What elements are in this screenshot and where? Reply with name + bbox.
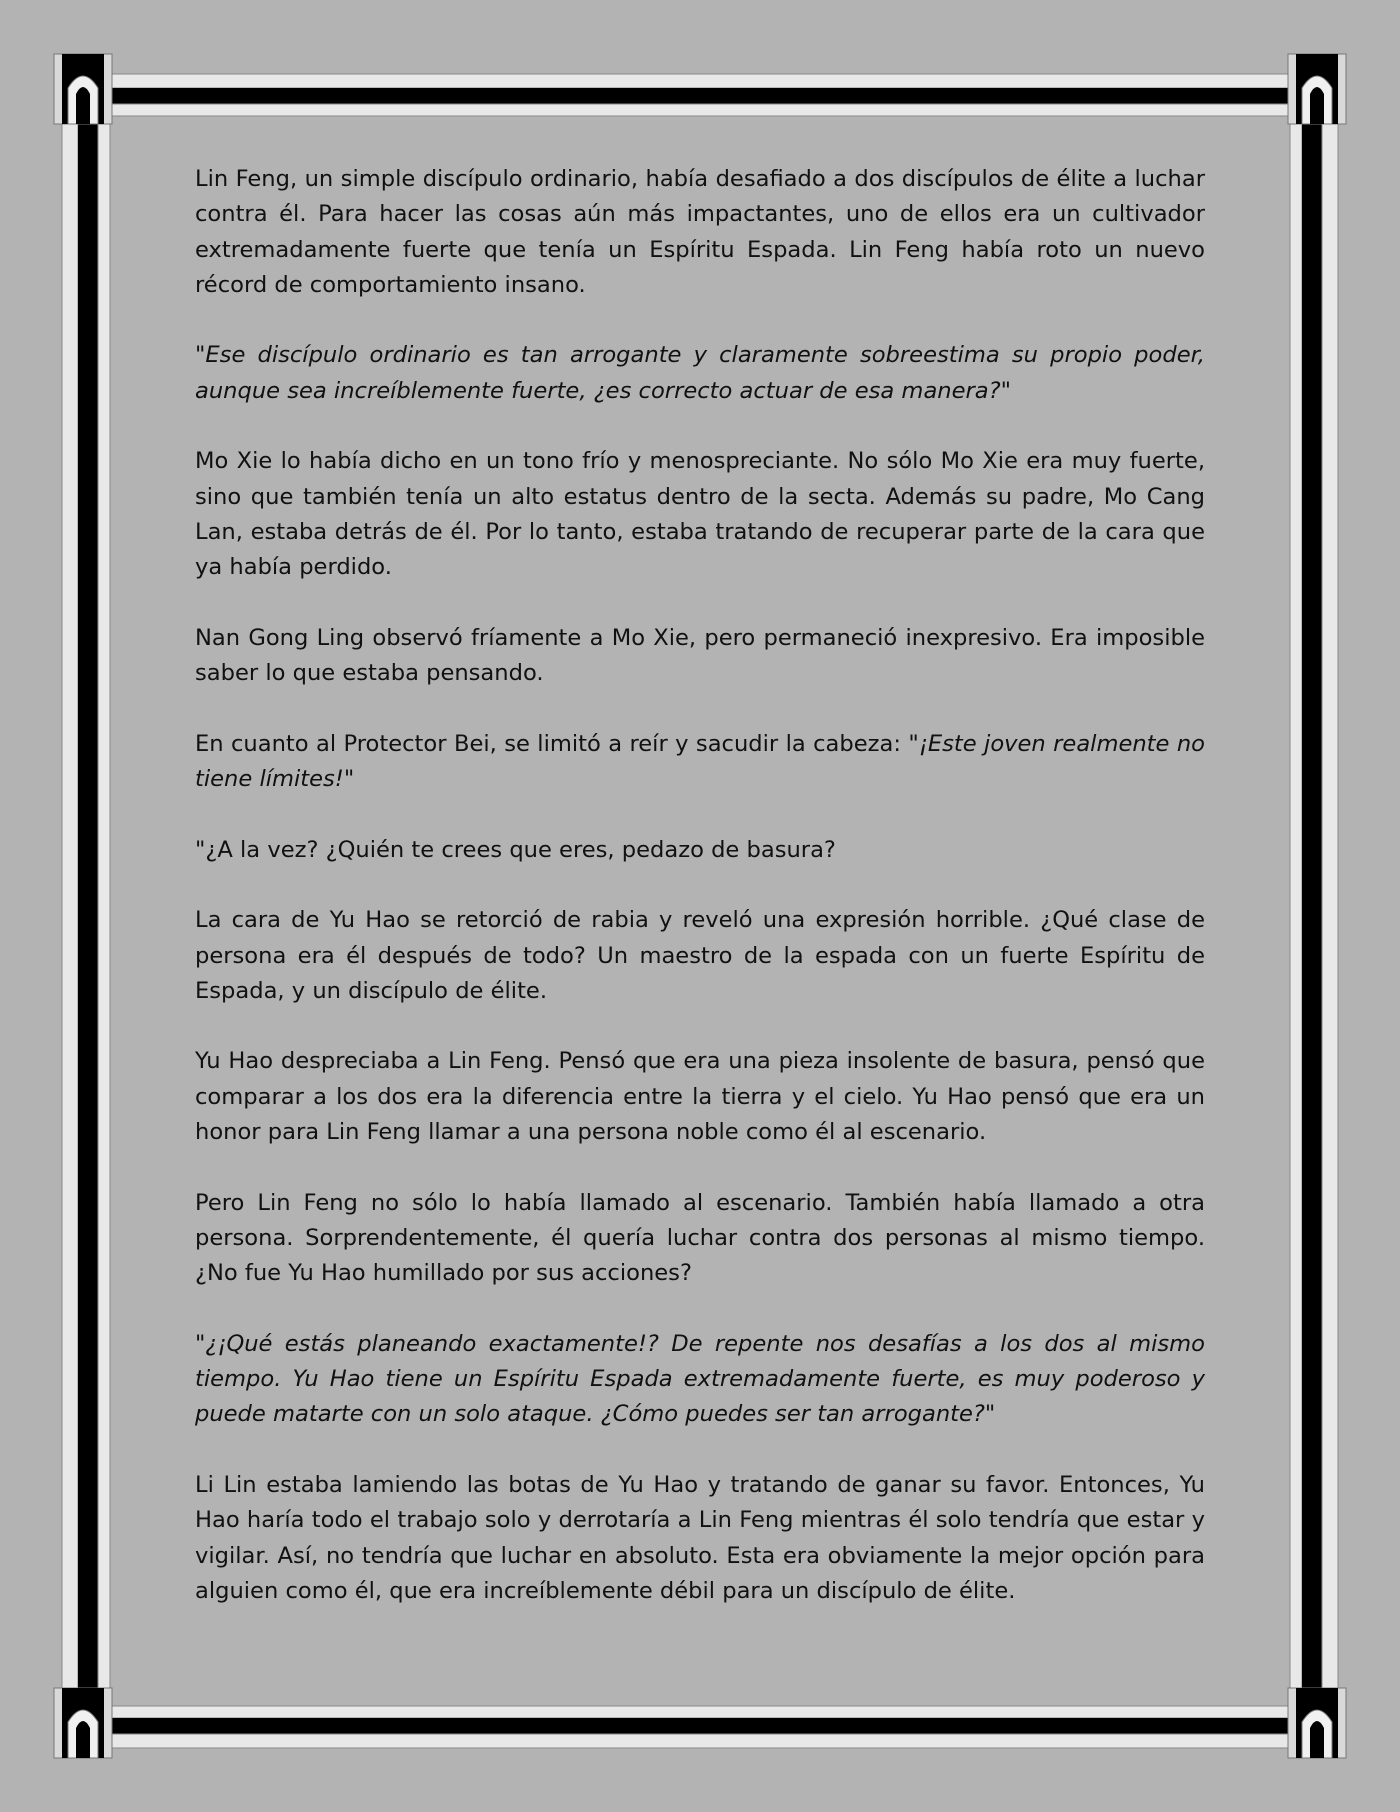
left-border-band [62,118,110,1698]
paragraph-5-narration: En cuanto al Protector Bei, se limitó a reír y sacudir la cabeza: [195,730,909,757]
paragraph-2: "Ese discípulo ordinario es tan arrogante y claramente sobreestima su propio poder, aunque sea increíblemente fuerte, ¿es correcto actuar de esa manera?" [195,342,1205,404]
corner-ornament-bottom-right [1288,1688,1346,1758]
top-border-band [110,74,1290,116]
paragraph-5 [195,727,1205,798]
paragraph-11: Li Lin estaba lamiendo las botas de Yu Hao y tratando de ganar su favor. Entonces, Yu Hao haría todo el trabajo solo y derrotaría a Lin Feng mientras él solo tendría que estar y vigilar. Así, no tendría que luchar en absoluto. Esta era obviamente la mejor opción para alguien como él, que era increíblemente débil para un discípulo de élite. [195,1471,1205,1604]
paragraph-6: "¿A la vez? ¿Quién te crees que eres, pedazo de basura? [195,836,836,863]
paragraph-5-quote: "¡Este joven realmente no tiene límites!" [195,730,1205,793]
bottom-border-band [110,1706,1290,1748]
corner-ornament-top-left [54,54,112,124]
right-border-band [1290,118,1338,1698]
paragraph-9: Pero Lin Feng no sólo lo había llamado al escenario. También había llamado a otra persona. Sorprendentemente, él quería luchar contra dos personas al mismo tiempo. ¿No fue Yu Hao humillado por sus acciones? [195,1189,1205,1287]
corner-ornament-bottom-left [54,1688,112,1758]
paragraph-8: Yu Hao despreciaba a Lin Feng. Pensó que era una pieza insolente de basura, pensó que comparar a los dos era la diferencia entre la tierra y el cielo. Yu Hao pensó que era un honor para Lin Feng llamar a una persona noble como él al escenario. [195,1048,1205,1146]
paragraph-1: Lin Feng, un simple discípulo ordinario, había desafiado a dos discípulos de élite a luchar contra él. Para hacer las cosas aún más impactantes, uno de ellos era un cultivador extremadamente fuerte que tenía un Espíritu Espada. Lin Feng había roto un nuevo récord de comportamiento insano. [195,166,1205,298]
paragraph-7: La cara de Yu Hao se retorció de rabia y reveló una expresión horrible. ¿Qué clase de persona era él después de todo? Un maestro de la espada con un fuerte Espíritu de Espada, y un discípulo de élite. [195,907,1205,1004]
paragraph-10: "¿¡Qué estás planeando exactamente!? De repente nos desafías a los dos al mismo tiempo. Yu Hao tiene un Espíritu Espada extremadamente fuerte, es muy poderoso y puede matarte con un solo ataque. ¿Cómo puedes ser tan arrogante?" [195,1330,1205,1428]
corner-ornament-top-right [1288,54,1346,124]
paragraph-4: Nan Gong Ling observó fríamente a Mo Xie, pero permaneció inexpresivo. Era imposible saber lo que estaba pensando. [195,624,1205,687]
document-body [195,162,1205,1644]
paragraph-3: Mo Xie lo había dicho en un tono frío y menospreciante. No sólo Mo Xie era muy fuerte, sino que también tenía un alto estatus dentro de la secta. Además su padre, Mo Cang Lan, estaba detrás de él. Por lo tanto, estaba tratando de recuperar parte de la cara que ya había perdido. [195,448,1205,581]
